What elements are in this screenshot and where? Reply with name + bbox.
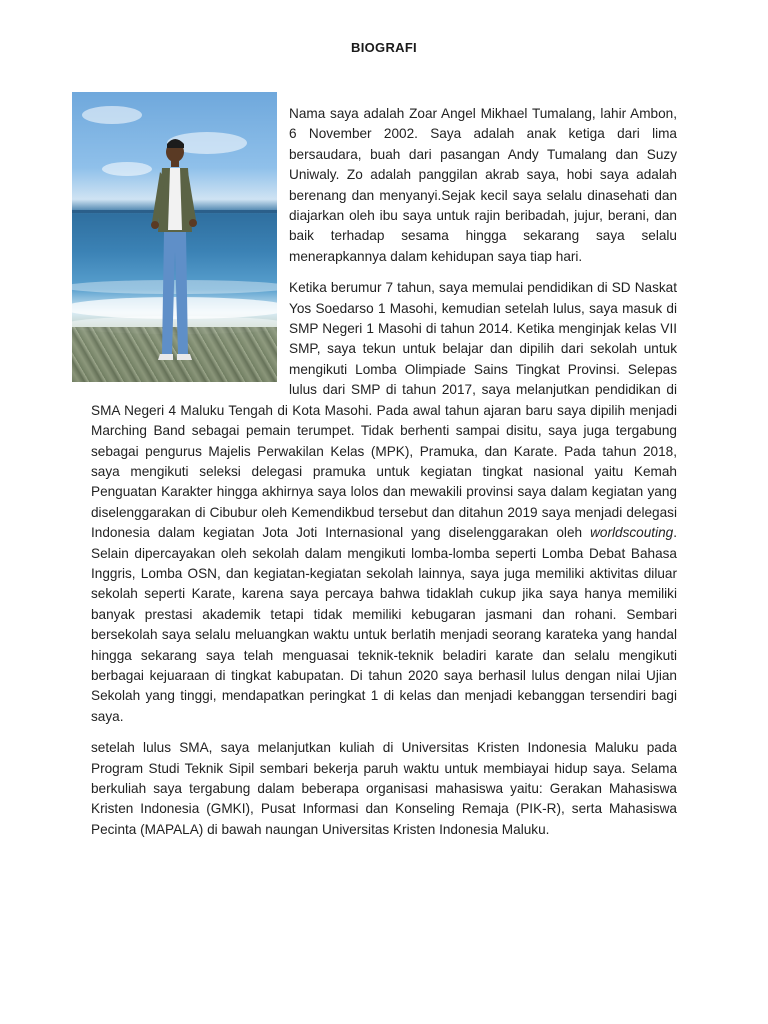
person-figure [72, 92, 277, 382]
paragraph-university: setelah lulus SMA, saya melanjutkan kuliah di Universitas Kristen Indonesia Maluku pada Program Studi Teknik Sipil sembari bekerja paruh waktu untuk membiayai hidup saya. Selama berkuliah saya tergabung dalam beberapa organisasi mahasiswa yaitu: Gerakan Mahasiswa Kristen Indonesia (GMKI), Pusat Informasi dan Konseling Remaja (PIK-R), serta Mahasiswa Pecinta (MAPALA) di bawah naungan Universitas Kristen Indonesia Maluku. [91, 740, 677, 837]
portrait-photo [72, 92, 277, 382]
paragraph-education-text-2: . Selain dipercayakan oleh sekolah dalam mengikuti lomba-lomba seperti Lomba Debat Bahasa Inggris, Lomba OSN, dan kegiatan-kegiatan sekolah lainnya, saya juga memiliki aktivitas diluar sekolah seperti Karate, karena saya percaya bahwa tidaklah cukup jika saya hanya memiliki banyak prestasi akademik tetapi tidak memiliki kebugaran jasmani dan rohani. Sembari bersekolah saya selalu meluangkan waktu untuk berlatih menjadi seorang karateka yang handal hingga sekarang saya telah menguasai teknik-teknik beladiri karate dan selalu mengikuti berbagai kejuaraan di tingkat kabupatan. Di tahun 2020 saya berhasil lulus dengan nilai Ujian Sekolah yang tinggi, mendapatkan peringkat 1 di kelas dan menjadi kebanggan tersendiri bagi saya. [91, 525, 677, 724]
page-title: BIOGRAFI [351, 40, 417, 55]
biography-text [91, 104, 677, 851]
paragraph-introduction: Nama saya adalah Zoar Angel Mikhael Tumalang, lahir Ambon, 6 November 2002. Saya adalah anak ketiga dari lima bersaudara, buah dari pasangan Andy Tumalang dan Suzy Uniwaly. Zo adalah panggilan akrab saya, hobi saya adalah berenang dan menyanyi.Sejak kecil saya selalu dinasehati dan diajarkan oleh ibu saya untuk rajin beribadah, jujur, berani, dan baik terhadap sesama hingga sekarang saya selalu menerapkannya dalam kehidupan saya tiap hari. [289, 106, 677, 264]
worldscouting-term: worldscouting [590, 525, 674, 541]
paragraph-education-text-1: Ketika berumur 7 tahun, saya memulai pendidikan di SD Naskat Yos Soedarso 1 Masohi, kemudian setelah lulus, saya masuk di SMP Negeri 1 Masohi di tahun 2014. Ketika menginjak kelas VII SMP, saya tekun untuk belajar dan dipilih dari sekolah untuk mengikuti Lomba Olimpiade Sains Tingkat Provinsi. Selepas lulus dari SMP di tahun 2017, saya melanjutkan pendidikan di SMA Negeri 4 Maluku Tengah di Kota Masohi. Pada awal tahun ajaran baru saya dipilih menjadi Marching Band sebagai pemain terumpet. Tidak berhenti sampai disitu, saya juga tergabung sebagai pengurus Majelis Perwakilan Kelas (MPK), Pramuka, dan Karate. Pada tahun 2018, saya mengikuti seleksi delegasi pramuka untuk kegiatan tingkat nasional yaitu Kemah Penguatan Karakter hingga akhirnya saya lolos dan mewakili provinsi saya dalam kegiatan yang diselenggarakan di Cibubur oleh Kemendikbud tersebut dan ditahun 2019 saya menjadi delegasi Indonesia dalam kegiatan Jota Joti Internasional yang diselenggarakan oleh [91, 280, 677, 541]
